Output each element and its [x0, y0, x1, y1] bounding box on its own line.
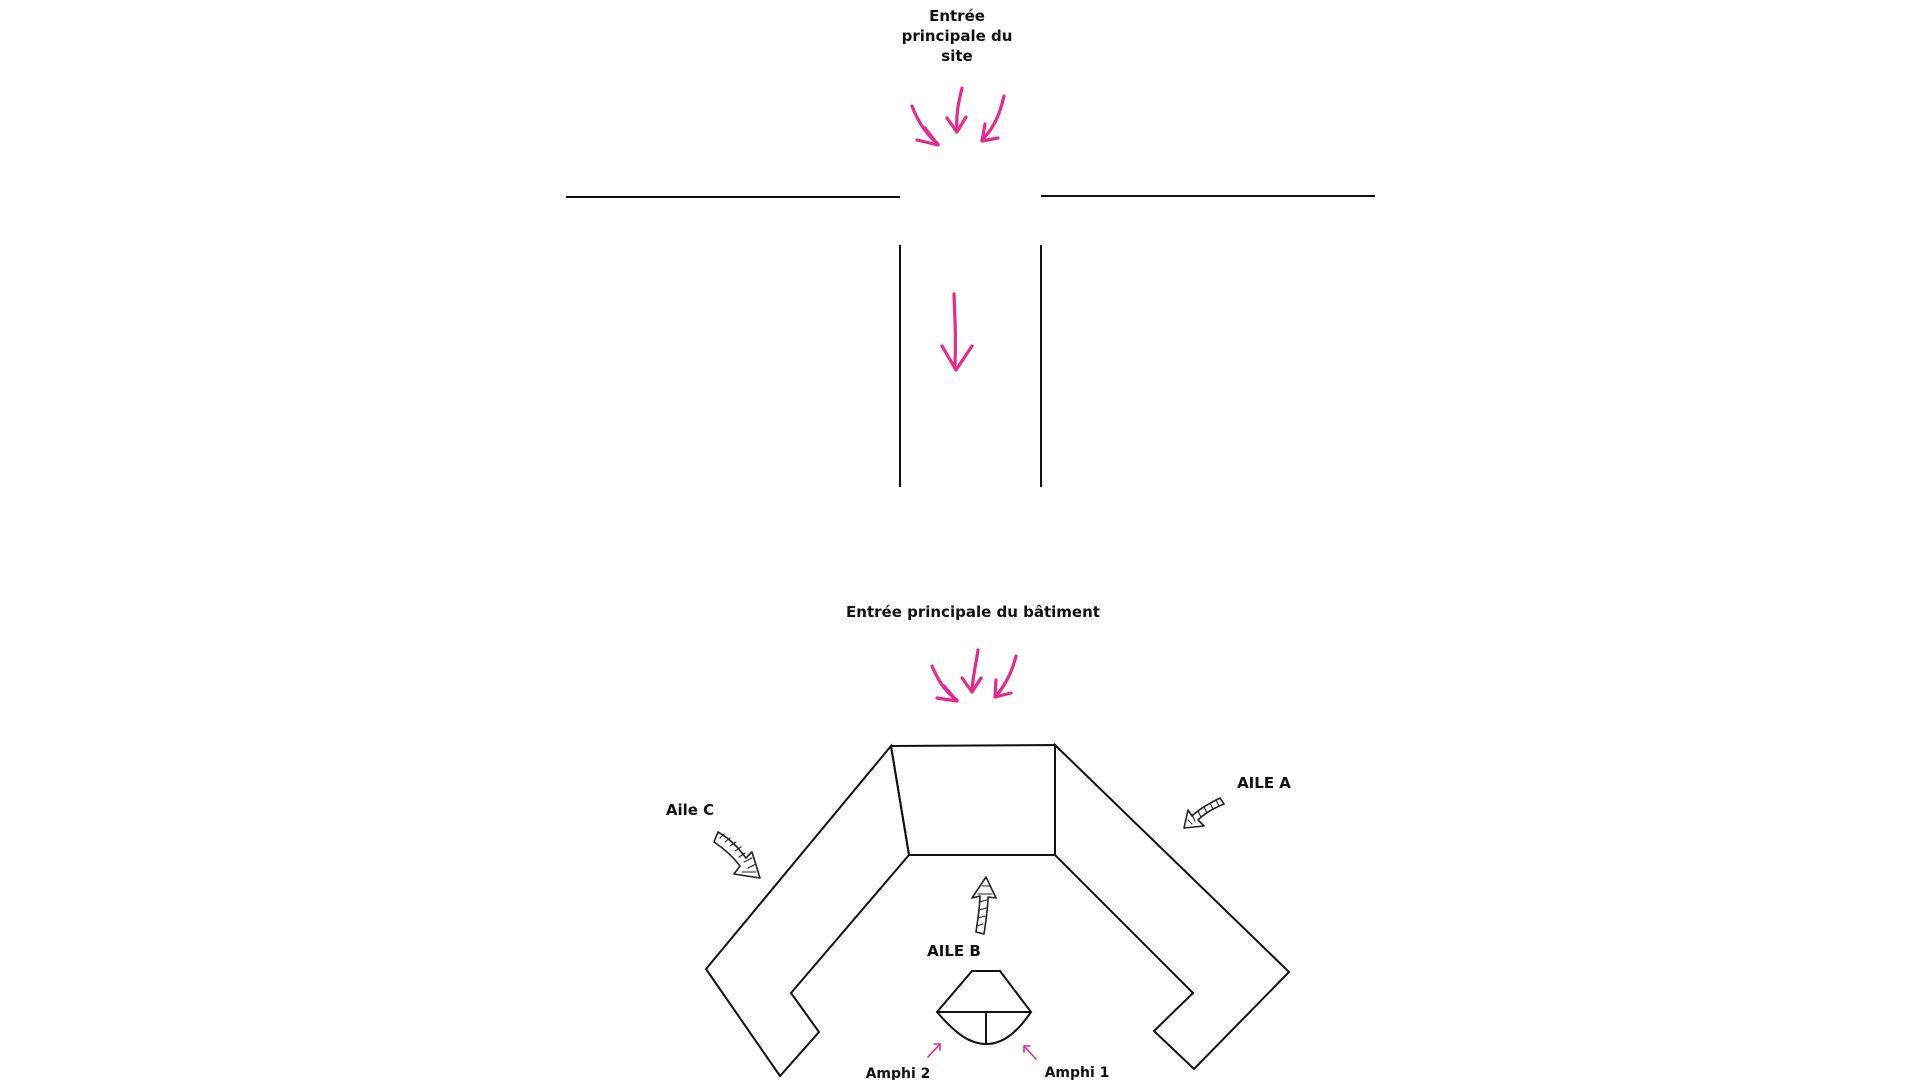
pink-hand-drawn-arrow-icon [937, 686, 957, 701]
site-entrance-label [902, 7, 1013, 65]
pink-small-arrow-icon [928, 1044, 940, 1057]
wing-c-outline [706, 746, 909, 1076]
amphitheatre-outline [937, 971, 1031, 1044]
wing-a-outline [1055, 745, 1289, 1069]
wing-c-label: Aile C [665, 801, 715, 819]
amphitheatre-plan [937, 971, 1031, 1044]
amphi-1-label: Amphi 1 [1044, 1065, 1110, 1080]
wing-a-label: AILE A [1237, 774, 1291, 792]
site-entrance-arrows-icon [912, 88, 1004, 145]
hatched-curved-arrow-icon [714, 832, 760, 878]
pink-hand-drawn-arrow-icon [996, 656, 1016, 696]
pink-hand-drawn-arrow-icon [982, 96, 1004, 140]
pink-down-arrow-icon [942, 294, 972, 370]
hatched-curved-arrow-icon [1184, 798, 1224, 828]
hatched-curved-arrow-icon [972, 877, 996, 934]
building-entrance-arrows-icon [932, 650, 1016, 701]
access-road [566, 196, 1375, 487]
building-entrance-label: Entrée principale du bâtiment [846, 603, 1100, 621]
central-block-outline [891, 745, 1055, 855]
pink-small-arrow-icon [1024, 1046, 1036, 1059]
amphi-2-label: Amphi 2 [865, 1066, 931, 1080]
site-entrance-label-line3: site [941, 47, 973, 65]
wing-b-label: AILE B [927, 942, 981, 960]
site-entrance-label-line2: principale du [901, 27, 1013, 45]
pink-hand-drawn-arrow-icon [917, 128, 938, 145]
site-entrance-label-line1: Entrée [929, 7, 985, 25]
building-plan [706, 745, 1289, 1076]
